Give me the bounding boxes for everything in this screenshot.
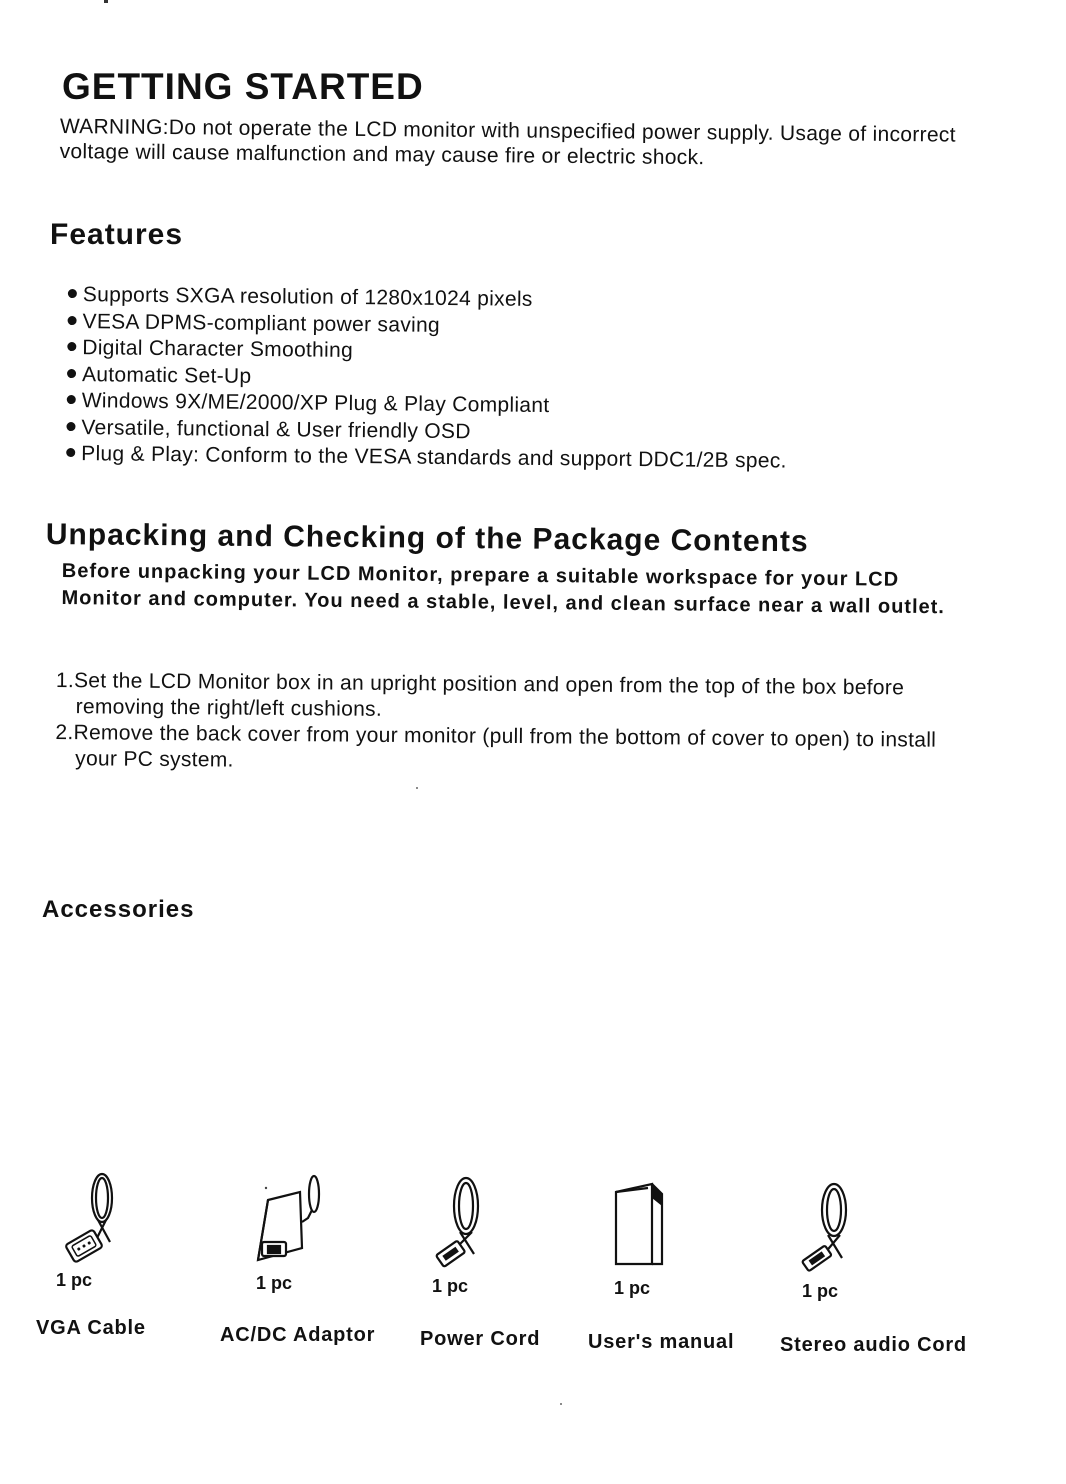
audio-cord-icon [798,1180,868,1274]
step-item: 2.Remove the back cover from your monitor (pull from the bottom of cover to open) to install your PC system. [55,720,937,772]
features-heading: Features [50,218,184,251]
page-title: GETTING STARTED [62,66,424,107]
adaptor-icon [252,1170,332,1270]
vga-cable-icon [62,1170,132,1266]
features-list [66,282,988,477]
unpacking-steps [55,668,956,780]
accessory-qty: 1 pc [256,1273,293,1293]
bullet-icon [67,395,76,404]
feature-item: Digital Character Smoothing [67,335,987,371]
bullet-icon [68,289,77,298]
step-item: 1.Set the LCD Monitor box in an upright position and open from the top of the box before removing the right/left cushions. [55,668,905,721]
bullet-icon [66,448,75,457]
manual-icon [608,1176,668,1270]
bullet-icon [67,342,76,351]
feature-item: Supports SXGA resolution of 1280x1024 pixels [68,282,988,318]
feature-item: Plug & Play: Conform to the VESA standards and support DDC1/2B spec. [66,441,986,477]
accessory-qty: 1 pc [802,1281,839,1301]
accessory-name: Power Cord [420,1328,541,1350]
accessory-qty: 1 pc [432,1276,469,1296]
accessory-qty: 1 pc [56,1270,93,1290]
feature-item: Versatile, functional & User friendly OSD [66,414,986,450]
feature-item: VESA DPMS-compliant power saving [67,308,987,344]
scan-speck [416,787,418,789]
bullet-icon [67,368,76,377]
scan-speck [560,1403,562,1405]
accessory-name: AC/DC Adaptor [220,1324,376,1346]
accessory-name: User's manual [588,1331,735,1353]
page-mark [104,0,108,3]
feature-item: Automatic Set-Up [67,361,987,397]
warning-text: WARNING:Do not operate the LCD monitor with unspecified power supply. Usage of incorrect voltage will cause malfunction and may cause fire or electric shock. [59,114,956,170]
bullet-icon [68,315,77,324]
accessories-heading: Accessories [42,896,195,923]
unpacking-intro: Before unpacking your LCD Monitor, prepare a suitable workspace for your LCD Monitor and computer. You need a stable, level, and clean surface near a wall outlet. [61,559,946,619]
feature-item: Windows 9X/ME/2000/XP Plug & Play Compliant [67,388,987,424]
accessory-qty: 1 pc [614,1278,651,1298]
bullet-icon [66,421,75,430]
power-cord-icon [432,1174,492,1268]
accessory-name: VGA Cable [36,1317,146,1339]
accessory-name: Stereo audio Cord [780,1334,967,1356]
unpacking-heading: Unpacking and Checking of the Package Contents [45,518,809,559]
